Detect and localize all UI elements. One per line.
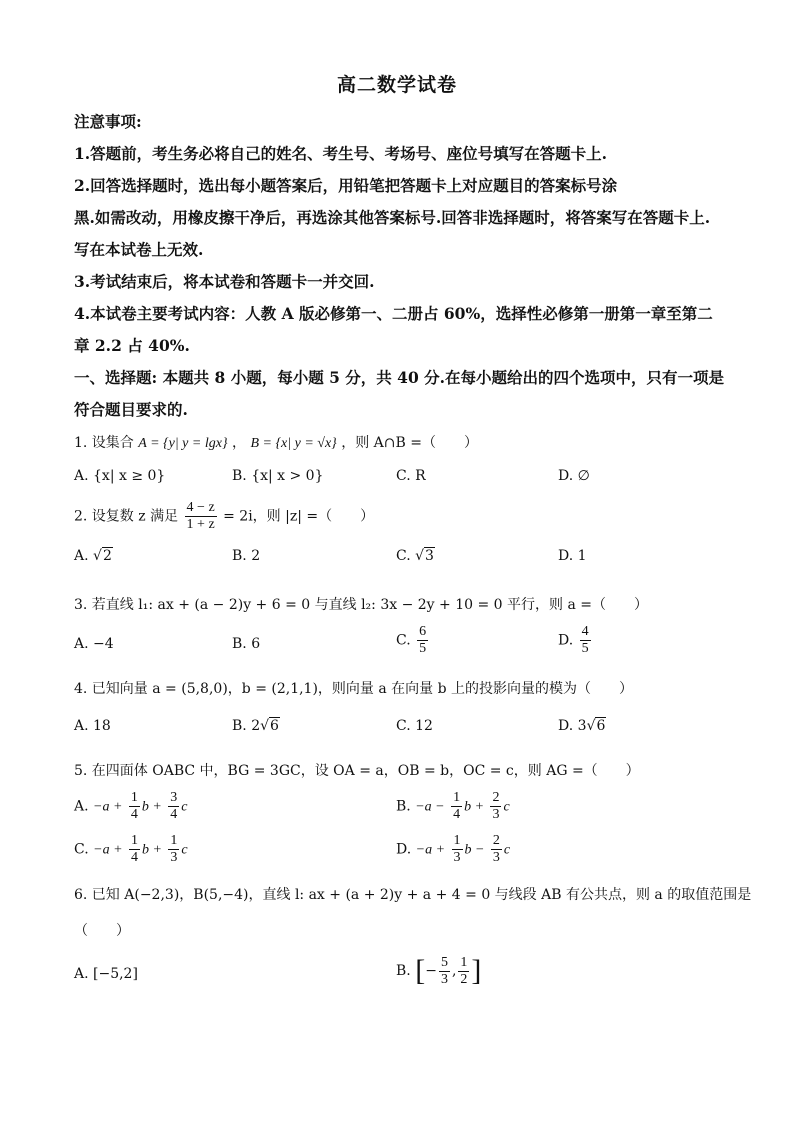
- notice-line-7: 章 2.2 占 40%.: [74, 336, 190, 355]
- question-1-stem: [74, 432, 478, 452]
- q4-d-coefficient: 3: [577, 718, 587, 734]
- q1-sep: ，: [232, 435, 246, 451]
- section-heading-line-1: 一、选择题: 本题共 8 小题，每小题 5 分，共 40 分.在每小题给出的四个选项中，只有一项是: [74, 368, 725, 387]
- q3-c-label: C.: [396, 632, 411, 649]
- q5-b-frac2-den: 3: [492, 807, 500, 822]
- q1-option-c[interactable]: C. R: [396, 468, 426, 484]
- sqrt-icon: √: [586, 718, 596, 734]
- q5-d-term1: −a +: [415, 842, 446, 858]
- question-2-stem: [74, 500, 374, 533]
- q5-b-frac2-num: 2: [492, 790, 500, 805]
- q4-d-radicand: 6: [596, 718, 606, 734]
- q1-set-a: A = {y| y = lgx}: [138, 436, 228, 451]
- q2-c-label: C.: [396, 548, 411, 564]
- question-3-stem: 3. 若直线 l₁: ax + (a − 2)y + 6 = 0 与直线 l₂: 3x − 2y + 10 = 0 平行，则 a =（ ）: [74, 597, 648, 613]
- q1-pre: 1. 设集合: [74, 435, 134, 451]
- q4-option-d[interactable]: [558, 718, 606, 734]
- q4-b-radicand: 6: [270, 718, 279, 734]
- question-6-paren: （ ）: [74, 923, 130, 939]
- q6-b-frac2: [458, 955, 469, 988]
- q2-fraction: [185, 500, 217, 533]
- q5-b-term1: −a −: [415, 799, 445, 815]
- q5-c-label: C.: [74, 841, 89, 858]
- q5-option-c[interactable]: [74, 833, 188, 866]
- q5-c-frac1: [129, 833, 140, 866]
- q5-d-term3: c: [503, 842, 511, 858]
- q6-b-frac1-den: 3: [440, 971, 448, 987]
- q5-a-label: A.: [74, 798, 89, 815]
- q1-set-b: B = {x| y = √x}: [250, 436, 337, 451]
- q5-c-frac2: [168, 833, 179, 866]
- q4-b-coefficient: 2: [251, 718, 261, 734]
- q5-b-term3: c: [503, 799, 510, 815]
- q4-option-b[interactable]: [232, 718, 280, 734]
- q5-d-frac1-den: 3: [453, 850, 461, 865]
- q3-d-numerator: 4: [581, 624, 589, 639]
- q5-c-frac2-num: 1: [170, 833, 178, 848]
- q5-a-frac2-num: 3: [170, 790, 178, 805]
- q3-option-d[interactable]: [558, 624, 593, 657]
- q5-option-b[interactable]: [396, 790, 510, 823]
- q2-numerator: 4 − z: [186, 500, 215, 515]
- q2-denominator: 1 + z: [186, 517, 215, 532]
- q3-option-a[interactable]: A. −4: [74, 636, 114, 652]
- q5-d-term2: b −: [464, 842, 485, 858]
- q5-a-frac1: [129, 790, 140, 823]
- q3-option-c[interactable]: [396, 624, 430, 657]
- q5-a-frac1-den: 4: [130, 807, 138, 822]
- section-heading-line-2: 符合题目要求的.: [74, 400, 188, 419]
- q5-b-term2: b +: [464, 799, 485, 815]
- left-bracket-icon: [: [415, 954, 426, 987]
- q3-d-fraction: [580, 624, 591, 657]
- q5-a-frac1-num: 1: [130, 790, 138, 805]
- notice-heading: 注意事项:: [74, 112, 142, 131]
- q5-d-frac2: [491, 833, 502, 866]
- page-title: 高二数学试卷: [336, 74, 457, 96]
- sqrt-icon: √: [260, 718, 270, 734]
- q5-b-frac1: [451, 790, 462, 823]
- q5-d-frac2-den: 3: [492, 850, 500, 865]
- q5-a-term1: −a +: [93, 799, 123, 815]
- q6-b-label: B.: [396, 963, 411, 979]
- q5-option-a[interactable]: [74, 790, 188, 823]
- q2-option-b[interactable]: B. 2: [232, 548, 261, 564]
- q5-c-frac1-den: 4: [130, 850, 138, 865]
- q5-c-term1: −a +: [93, 842, 123, 858]
- q5-c-frac2-den: 3: [170, 850, 178, 865]
- q5-a-frac2-den: 4: [170, 807, 178, 822]
- question-5-stem: 5. 在四面体 OABC 中，BG = 3GC，设 OA = a，OB = b，OC = c，则 AG =（ ）: [74, 763, 640, 779]
- q5-d-frac2-num: 2: [492, 833, 500, 848]
- q3-d-label: D.: [558, 632, 574, 649]
- q5-d-label: D.: [396, 841, 412, 858]
- notice-line-6: 4.本试卷主要考试内容：人教 A 版必修第一、二册占 60%，选择性必修第一册第一章至第二: [74, 304, 713, 323]
- q5-c-term3: c: [181, 842, 188, 858]
- q5-a-term3: c: [181, 799, 188, 815]
- q2-a-radicand: 2: [102, 548, 112, 564]
- q3-d-denominator: 5: [581, 641, 589, 656]
- question-4-stem: 4. 已知向量 a = (5,8,0)，b = (2,1,1)，则向量 a 在向量 b 上的投影向量的模为（ ）: [74, 681, 634, 697]
- notice-line-4: 写在本试卷上无效.: [74, 240, 204, 259]
- q5-a-term2: b +: [141, 799, 162, 815]
- q5-a-frac2: [168, 790, 179, 823]
- q2-post: = 2i，则 |z| =（ ）: [223, 508, 375, 525]
- q2-pre: 2. 设复数 z 满足: [74, 508, 179, 525]
- q2-a-label: A.: [74, 548, 89, 564]
- q6-b-frac1-num: 5: [440, 954, 448, 970]
- q3-option-b[interactable]: B. 6: [232, 636, 261, 652]
- q6-b-frac2-den: 2: [460, 971, 468, 987]
- q5-b-frac1-num: 1: [453, 790, 461, 805]
- q5-option-d[interactable]: [396, 833, 510, 866]
- question-6-stem: 6. 已知 A(−2,3)，B(5,−4)，直线 l: ax + (a + 2)y + a + 4 = 0 与线段 AB 有公共点，则 a 的取值范围是: [74, 887, 752, 903]
- q4-option-a[interactable]: A. 18: [74, 718, 111, 734]
- q6-option-b[interactable]: [396, 954, 481, 988]
- q6-b-frac1: [439, 955, 450, 988]
- notice-line-5: 3.考试结束后，将本试卷和答题卡一并交回.: [74, 272, 375, 291]
- notice-line-3: 黑.如需改动，用橡皮擦干净后，再选涂其他答案标号.回答非选择题时，将答案写在答题卡上.: [74, 208, 711, 227]
- q6-option-a[interactable]: A. [−5,2]: [74, 966, 138, 982]
- q5-b-frac1-den: 4: [453, 807, 461, 822]
- right-bracket-icon: ]: [471, 954, 482, 987]
- notice-line-2: 2.回答选择题时，选出每小题答案后，用铅笔把答题卡上对应题目的答案标号涂: [74, 176, 618, 195]
- q3-c-denominator: 5: [419, 641, 427, 656]
- q4-b-label: B.: [232, 718, 247, 734]
- q3-c-fraction: [417, 624, 428, 657]
- q4-option-c[interactable]: C. 12: [396, 718, 433, 734]
- q6-b-frac2-num: 1: [460, 954, 468, 970]
- q1-option-d[interactable]: D. ∅: [558, 468, 590, 484]
- q5-d-frac1-num: 1: [453, 833, 461, 848]
- q2-c-radicand: 3: [425, 548, 434, 564]
- q6-b-sep: ,: [451, 963, 457, 979]
- q5-b-frac2: [490, 790, 501, 823]
- q4-d-label: D.: [558, 718, 574, 734]
- q5-b-label: B.: [396, 798, 411, 815]
- sqrt-icon: √: [93, 548, 102, 564]
- q1-option-a[interactable]: A. {x| x ≥ 0}: [74, 468, 166, 484]
- q2-option-c[interactable]: [396, 548, 435, 564]
- sqrt-icon: √: [415, 548, 425, 564]
- q1-post: ，则 A∩B =（ ）: [341, 435, 478, 451]
- q1-option-b[interactable]: B. {x| x > 0}: [232, 468, 324, 484]
- q5-c-term2: b +: [141, 842, 162, 858]
- q5-d-frac1: [452, 833, 463, 866]
- q5-c-frac1-num: 1: [130, 833, 138, 848]
- q2-option-d[interactable]: D. 1: [558, 548, 587, 564]
- q3-c-numerator: 6: [419, 624, 427, 639]
- q6-b-sign: −: [425, 963, 437, 979]
- notice-line-1: 1.答题前，考生务必将自己的姓名、考生号、考场号、座位号填写在答题卡上.: [74, 144, 608, 163]
- q2-option-a[interactable]: [74, 548, 113, 564]
